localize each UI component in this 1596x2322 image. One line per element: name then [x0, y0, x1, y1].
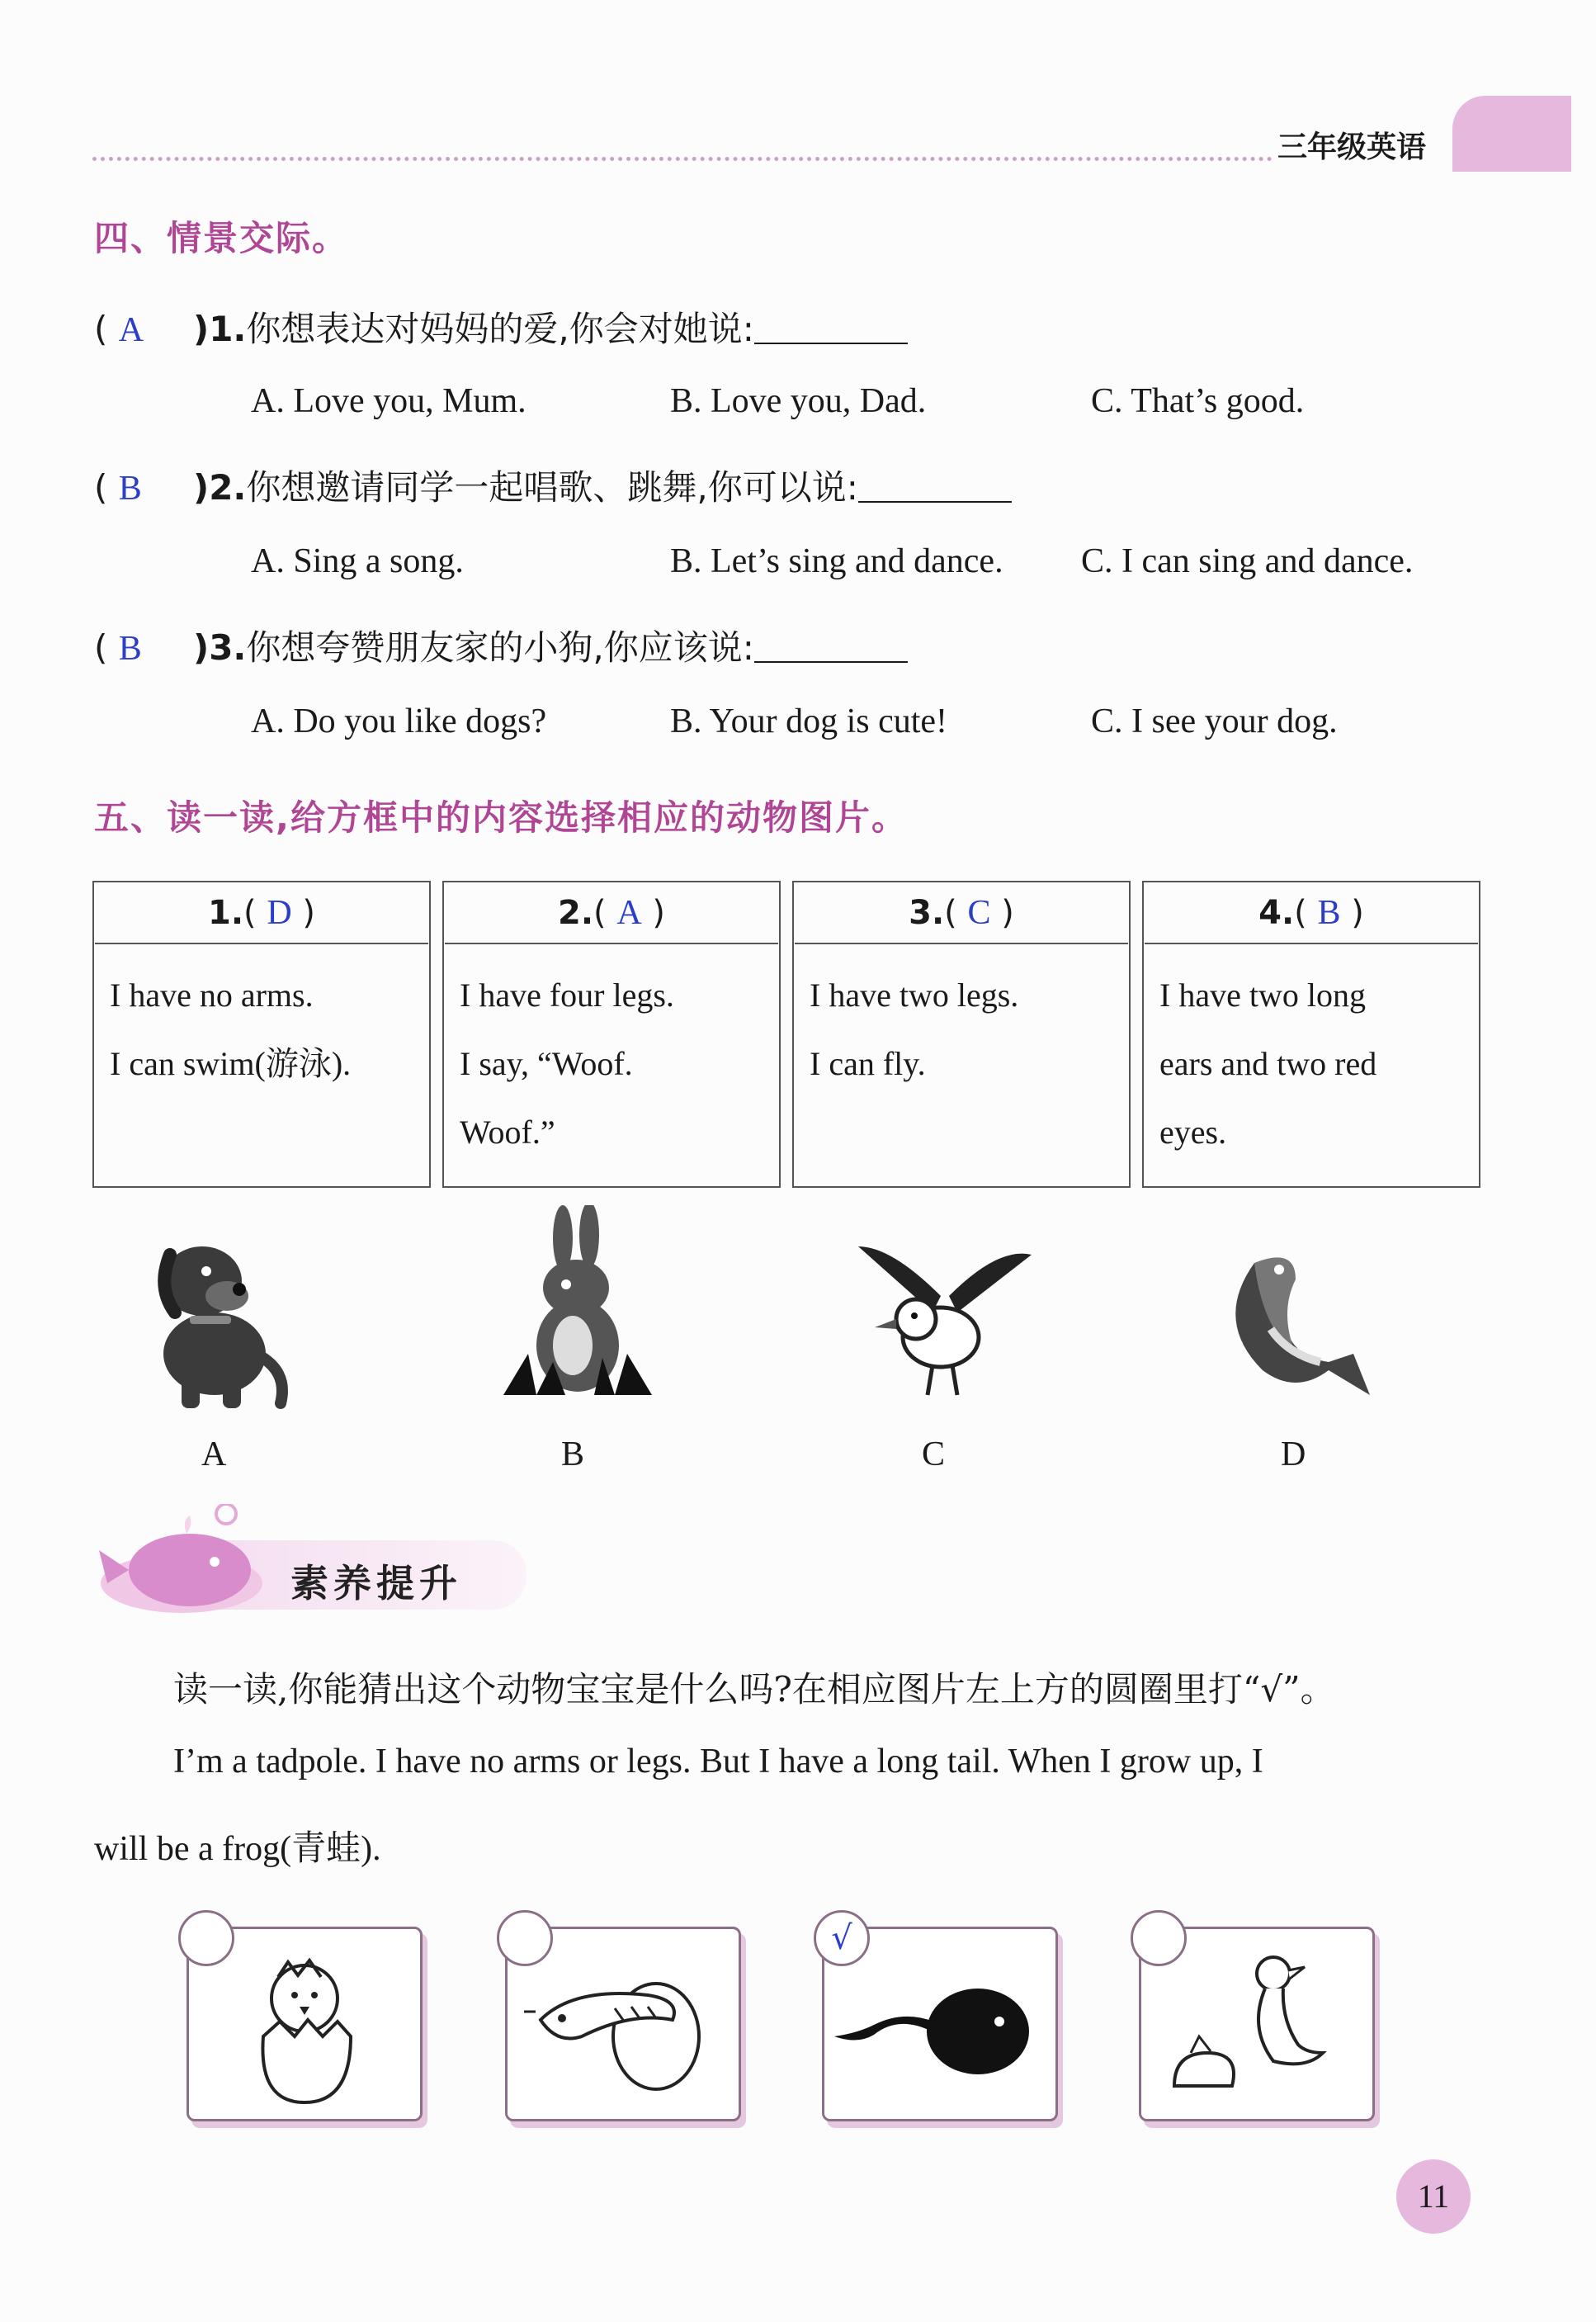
box-number: 4. — [1258, 894, 1295, 932]
description-box-1 — [92, 881, 431, 1188]
q3-option-c: C. I see your dog. — [1091, 702, 1338, 740]
answer-blank — [754, 661, 908, 663]
description-box-2 — [442, 881, 781, 1188]
q3-option-b: B. Your dog is cute! — [670, 702, 948, 740]
answer-2: B — [118, 470, 142, 508]
question-1-number: )1. — [193, 309, 247, 349]
box-answer: C — [967, 894, 991, 932]
box-line: I have four legs. — [460, 977, 674, 1014]
answer-blank — [858, 501, 1012, 503]
box-number: 1. — [207, 894, 244, 932]
box-text — [95, 944, 428, 1185]
question-2-number: )2. — [193, 467, 247, 508]
box-text — [445, 944, 778, 1185]
box-answer: A — [616, 894, 642, 932]
question-3-text: 你想夸赞朋友家的小狗,你应该说: — [246, 627, 754, 668]
description-box-3 — [792, 881, 1131, 1188]
box-text — [795, 944, 1128, 1185]
question-2: ( B )2.你想邀请同学一起唱歌、跳舞,你可以说: — [94, 461, 1012, 510]
whale-icon — [91, 1504, 281, 1620]
q2-option-a: A. Sing a song. — [251, 542, 464, 580]
q1-option-b: B. Love you, Dad. — [670, 382, 927, 420]
box-header: 2.( A ) — [445, 883, 778, 944]
answer-circle-2[interactable] — [497, 1910, 553, 1966]
literacy-instruction: 读一读,你能猜出这个动物宝宝是什么吗?在相应图片左上方的圆圈里打“√”。 — [173, 1669, 1335, 1710]
question-1: ( A )1.你想表达对妈妈的爱,你会对她说: — [94, 302, 908, 352]
description-box-4 — [1142, 881, 1480, 1188]
bird-icon — [842, 1230, 1040, 1412]
banner-title: 素养提升 — [290, 1561, 462, 1606]
answer-circle-4[interactable] — [1131, 1910, 1187, 1966]
animal-label-a: A — [201, 1435, 227, 1473]
animal-label-d: D — [1281, 1435, 1306, 1473]
q2-option-c: C. I can sing and dance. — [1081, 542, 1414, 580]
dog-icon — [124, 1230, 305, 1412]
answer-3: B — [118, 630, 142, 668]
header-title: 三年级英语 — [1277, 130, 1427, 164]
box-number: 3. — [909, 894, 945, 932]
section5-title: 五、读一读,给方框中的内容选择相应的动物图片。 — [94, 797, 908, 838]
question-2-text: 你想邀请同学一起唱歌、跳舞,你可以说: — [246, 467, 858, 508]
box-header: 1.( D ) — [95, 883, 428, 944]
answer-1: A — [118, 311, 144, 349]
animal-label-c: C — [922, 1435, 946, 1473]
section4-title: 四、情景交际。 — [94, 218, 349, 258]
question-3: ( B )3.你想夸赞朋友家的小狗,你应该说: — [94, 621, 908, 670]
passage-line-1: I’m a tadpole. I have no arms or legs. But I have a long tail. When I grow up, I — [173, 1743, 1263, 1781]
box-line: I have no arms. — [110, 977, 314, 1014]
box-line: I have two legs. — [810, 977, 1019, 1014]
q3-option-a: A. Do you like dogs? — [251, 702, 547, 740]
q1-option-c: C. That’s good. — [1091, 382, 1305, 420]
passage-line-2: will be a frog(青蛙). — [94, 1830, 381, 1868]
header-tab — [1452, 96, 1571, 172]
page-number: 11 — [1396, 2159, 1471, 2234]
q2-option-b: B. Let’s sing and dance. — [670, 542, 1003, 580]
box-line: Woof.” — [460, 1114, 555, 1151]
box-line: I can swim(游泳). — [110, 1045, 352, 1082]
box-answer: D — [267, 894, 292, 932]
box-header: 4.( B ) — [1145, 883, 1478, 944]
box-line: I say, “Woof. — [460, 1045, 633, 1082]
rabbit-icon — [487, 1205, 668, 1412]
description-boxes — [81, 881, 1492, 1188]
answer-circle-1[interactable] — [178, 1910, 234, 1966]
box-line: I can fly. — [810, 1045, 926, 1082]
box-line: I have two long — [1159, 977, 1366, 1014]
box-text — [1145, 944, 1478, 1185]
box-header: 3.( C ) — [795, 883, 1128, 944]
answer-circle-3[interactable]: √ — [814, 1910, 870, 1966]
box-line: eyes. — [1159, 1114, 1227, 1151]
question-1-text: 你想表达对妈妈的爱,你会对她说: — [246, 309, 754, 349]
fish-icon — [1205, 1230, 1386, 1412]
header-divider — [92, 157, 1273, 161]
question-3-number: )3. — [193, 627, 247, 668]
box-number: 2. — [557, 894, 594, 932]
box-answer: B — [1317, 894, 1341, 932]
q1-option-a: A. Love you, Mum. — [251, 382, 526, 420]
box-line: ears and two red — [1159, 1045, 1377, 1082]
animal-label-b: B — [561, 1435, 585, 1473]
answer-blank — [754, 343, 908, 344]
